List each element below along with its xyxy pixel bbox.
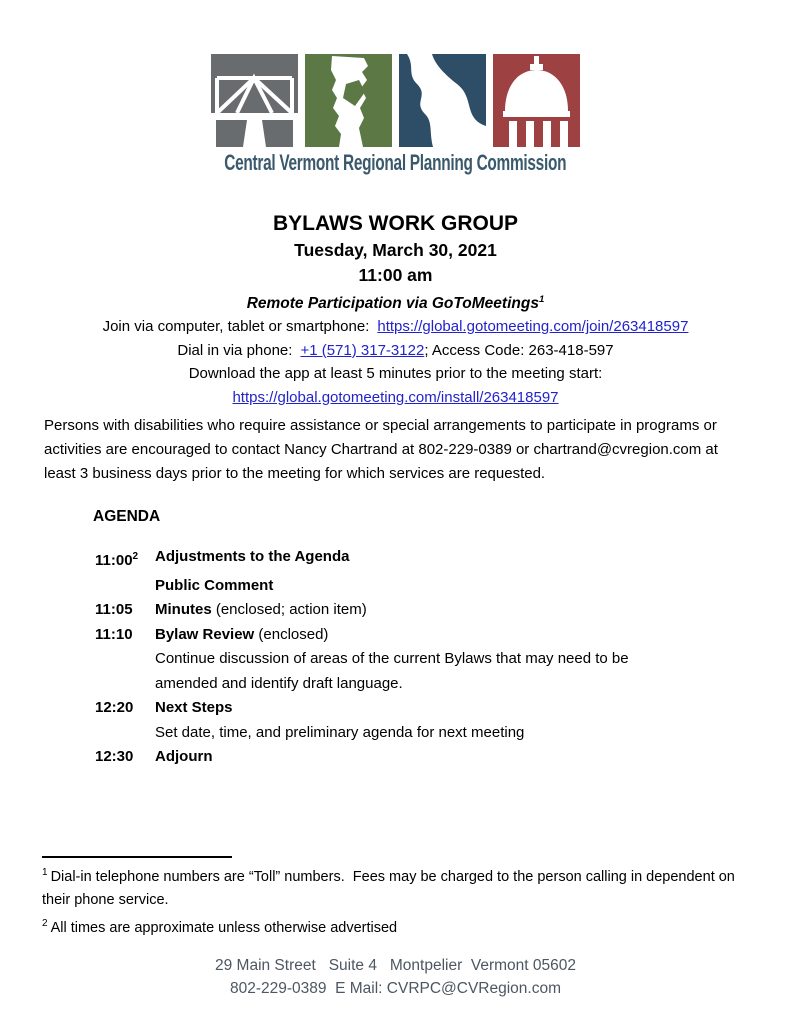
agenda-item-text (155, 545, 660, 574)
agenda-item-text (155, 696, 660, 721)
footnote-text: Dial-in telephone numbers are “Toll” numbers. Fees may be charged to the person calling in dependent on their phone service. (42, 868, 739, 908)
agenda-heading: AGENDA (93, 508, 161, 525)
access-code-text: ; Access Code: 263-418-597 (424, 341, 614, 359)
capitol-dome-icon (493, 54, 580, 147)
remote-participation-line (0, 288, 791, 315)
agenda-row (95, 598, 660, 623)
agenda-row (95, 623, 660, 648)
agenda-time: 11:10 (95, 625, 133, 643)
agenda-time: 12:30 (95, 748, 134, 765)
agenda-row (95, 696, 660, 721)
footer-contact: 802-229-0389 E Mail: CVRPC@CVRegion.com (229, 980, 562, 997)
agenda-item-text (155, 598, 660, 623)
river-icon (399, 54, 486, 147)
agenda-item-text (155, 623, 660, 648)
phone-link[interactable]: +1 (571) 317-3122 (300, 341, 425, 359)
agenda-time (95, 574, 155, 599)
footnote-separator (42, 856, 232, 858)
org-logo (0, 54, 791, 176)
join-label: Join via computer, tablet or smartphone: (102, 318, 370, 336)
install-app-link[interactable]: https://global.gotomeeting.com/install/263418597 (232, 388, 559, 406)
agenda-item-segment: Continue discussion of areas of the current Bylaws that may need to be amended and identify draft language. (155, 650, 629, 692)
logo-tiles (211, 54, 580, 147)
dial-line (0, 339, 791, 363)
meeting-time: 11:00 am (358, 265, 433, 285)
agenda-item-text (155, 745, 660, 770)
vermont-map-icon (305, 54, 392, 147)
agenda-item-segment: (enclosed) (254, 625, 329, 643)
accessibility-notice: Persons with disabilities who require assistance or special arrangements to participate in programs or activities are encouraged to contact Nancy Chartrand at 802-229-0389 or chartrand@cvregion.com at least 3 business days prior to the meeting for which services are requested. (44, 417, 718, 482)
meeting-title: BYLAWS WORK GROUP (273, 212, 518, 235)
footnote-text: All times are approximate unless otherwise advertised (50, 919, 398, 936)
join-line (0, 315, 791, 339)
agenda-row (95, 647, 660, 696)
footnote (42, 861, 748, 912)
agenda-item-segment: Public Comment (155, 576, 274, 594)
remote-participation-text: Remote Participation via GoToMeetings (246, 295, 539, 313)
agenda-row (95, 721, 660, 746)
meeting-header (0, 210, 791, 409)
covered-bridge-icon (211, 54, 298, 147)
footnote-ref-1: 1 (538, 294, 545, 305)
footnotes-section (42, 861, 748, 940)
agenda-time: 11:05 (95, 601, 133, 618)
footer-address: 29 Main Street Suite 4 Montpelier Vermont 05602 (214, 957, 576, 974)
agenda-item-segment: Set date, time, and preliminary agenda for next meeting (155, 723, 525, 741)
agenda-item-segment: Adjourn (155, 748, 213, 765)
agenda-row (95, 745, 660, 770)
agenda-item-segment: Next Steps (155, 699, 233, 716)
footnote (42, 912, 748, 940)
agenda-time (95, 721, 155, 746)
agenda-time: 12:20 (95, 699, 134, 716)
agenda-item-segment: Adjustments to the Agenda (155, 548, 350, 565)
footnote-marker: 1 (42, 867, 48, 878)
footnote-marker: 2 (42, 917, 48, 929)
download-app-line: Download the app at least 5 minutes prior to the meeting start: (188, 365, 603, 383)
dial-label: Dial in via phone: (177, 341, 293, 359)
install-line (0, 386, 791, 410)
agenda-list (95, 545, 660, 770)
meeting-date: Tuesday, March 30, 2021 (294, 240, 497, 260)
agenda-item-text (155, 574, 660, 599)
footnote-ref-2: 2 (132, 551, 139, 562)
agenda-row (95, 574, 660, 599)
agenda-row (95, 545, 660, 574)
agenda-time: $11:00^2$ (95, 551, 139, 569)
page-footer (0, 954, 791, 1000)
agenda-item-segment: Bylaw Review (155, 625, 255, 643)
join-meeting-link[interactable]: https://global.gotomeeting.com/join/263418597 (377, 318, 689, 336)
agenda-item-segment: (enclosed; action item) (211, 601, 367, 618)
org-name: Central Vermont Regional Planning Commission (224, 150, 567, 175)
agenda-item-text (155, 721, 660, 746)
agenda-time (95, 647, 155, 696)
agenda-item-segment: Minutes (155, 601, 212, 618)
agenda-item-text (155, 647, 660, 696)
